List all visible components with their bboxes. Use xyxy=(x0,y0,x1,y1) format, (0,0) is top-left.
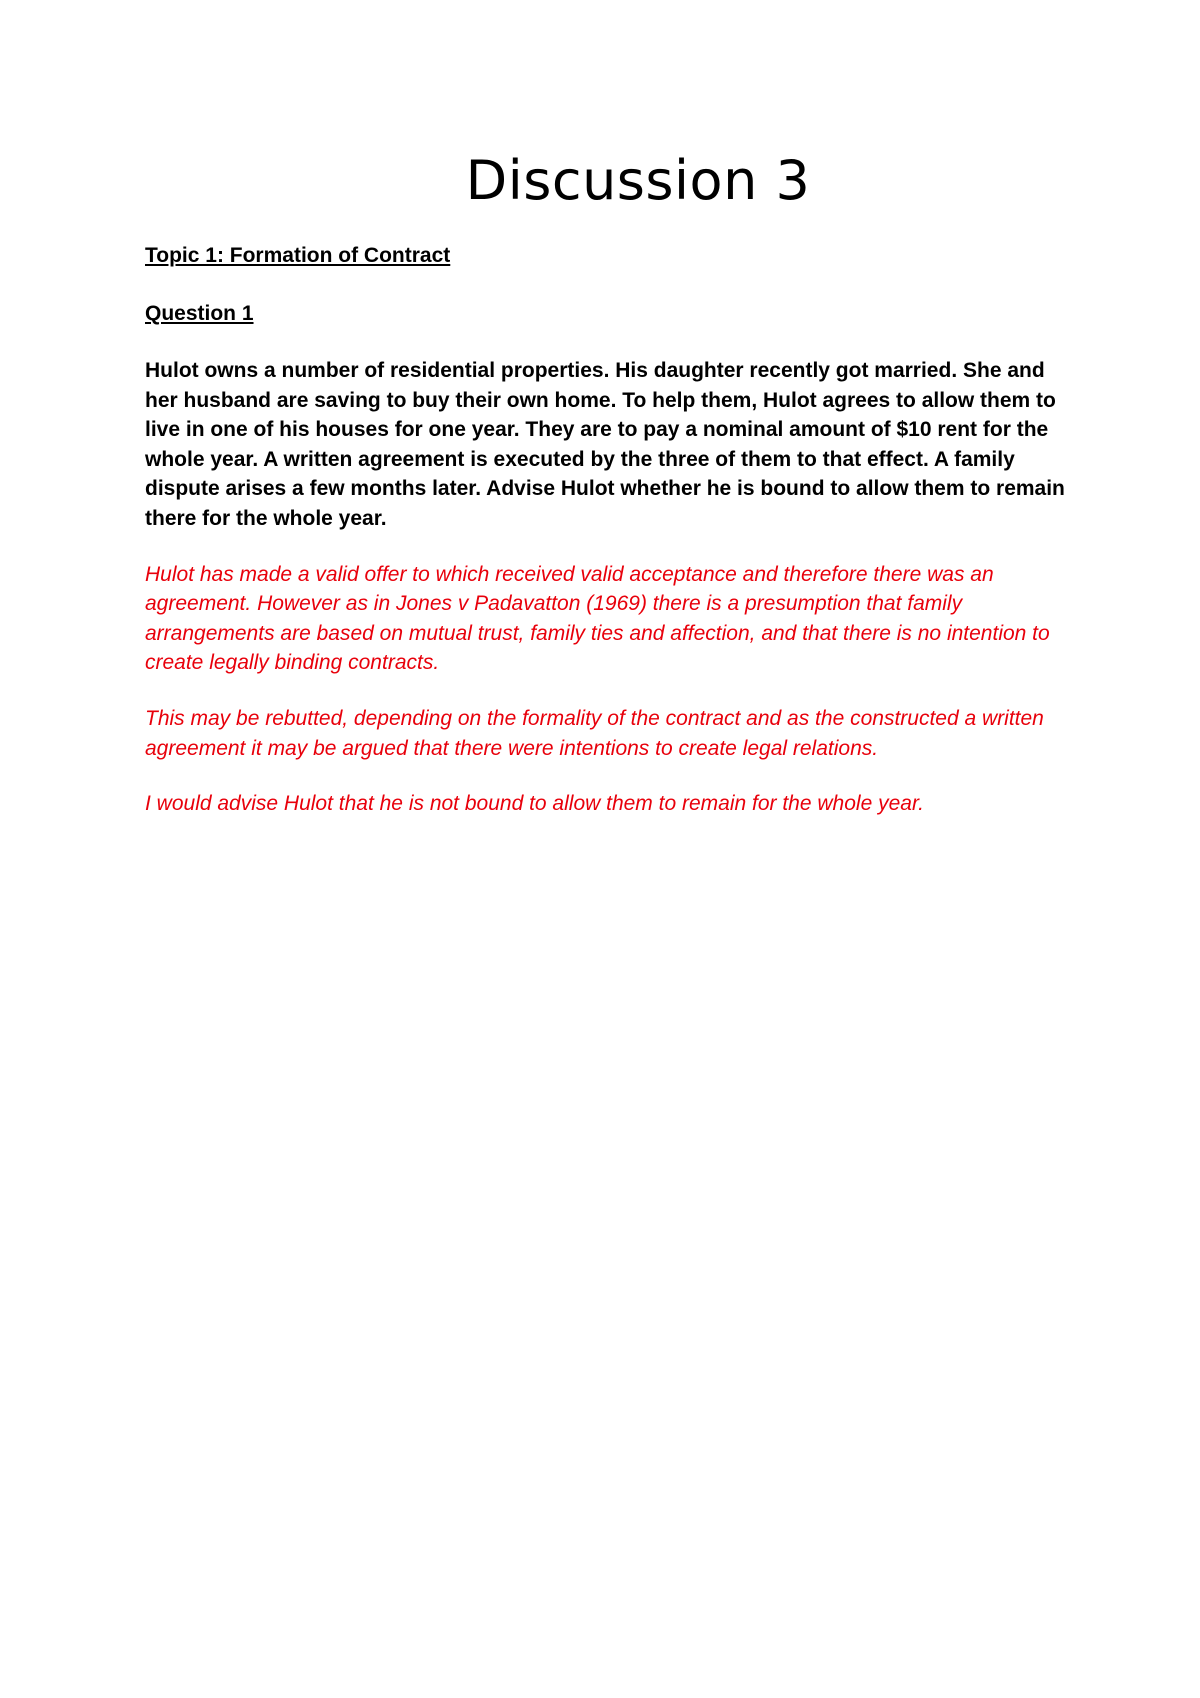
document-content xyxy=(145,140,1075,819)
question-heading: Question 1 xyxy=(145,302,254,325)
topic-heading: Topic 1: Formation of Contract xyxy=(145,244,451,267)
question-text: Hulot owns a number of residential properties. His daughter recently got married. She and her husband are saving to buy their own home. To help them, Hulot agrees to allow them to live in one of his houses for one year. They are to pay a nominal amount of $10 rent for the whole year. A written agreement is executed by the three of them to that effect. A family dispute arises a few months later. Advise Hulot whether he is bound to allow them to remain there for the whole year. xyxy=(145,359,1065,530)
answer-paragraph-2: This may be rebutted, depending on the formality of the contract and as the constructed a written agreement it may be argued that there were intentions to create legal relations. xyxy=(145,706,1044,760)
answer-paragraph-1: Hulot has made a valid offer to which received valid acceptance and therefore there was an agreement. However as in Jones v Padavatton (1969) there is a presumption that family arrangements are based on mutual trust, family ties and affection, and that there is no intention to create legally binding contracts. xyxy=(145,562,1050,675)
page-title: Discussion 3 xyxy=(465,149,811,212)
answer-paragraph-3: I would advise Hulot that he is not bound to allow them to remain for the whole year. xyxy=(145,792,924,816)
